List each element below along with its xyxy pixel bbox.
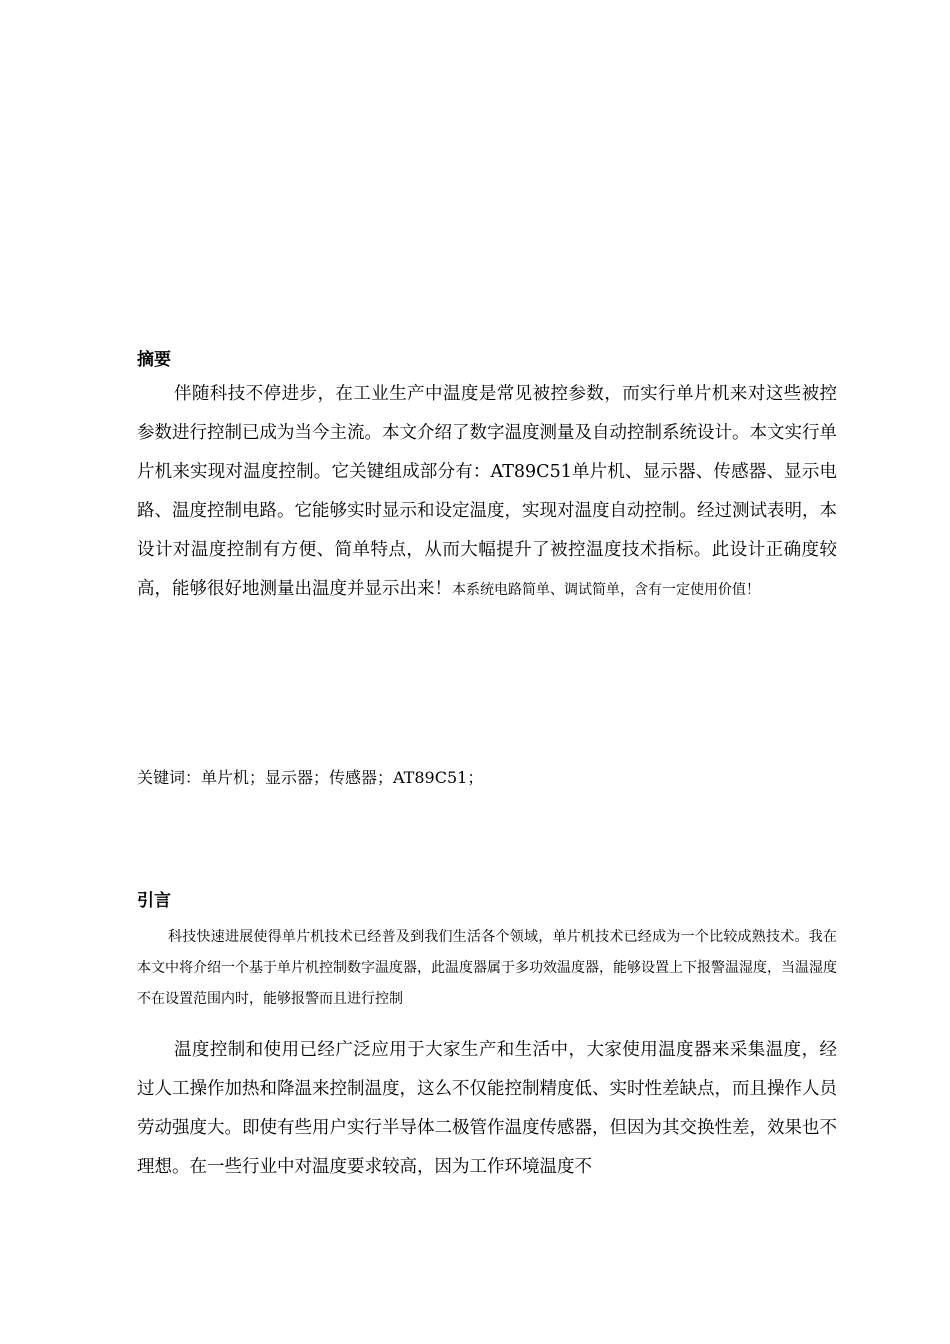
abstract-body-text: 伴随科技不停进步，在工业生产中温度是常见被控参数，而实行单片机来对这些被控参数进行控制已成为当今主流。本文介绍了数字温度测量及自动控制系统设计。本文实行单片机来实现对温度控制。它关键组成部分有：AT89C51单片机、显示器、传感器、显示电路、温度控制电路。它能够实时显示和设定温度，实现对温度自动控制。经过测试表明，本设计对温度控制有方便、简单特点，从而大幅提升了被控温度技术指标。此设计正确度较高，能够很好地测量出温度并显示出来！: [137, 384, 837, 599]
abstract-heading: 摘要: [137, 350, 171, 370]
introduction-heading: 引言: [137, 891, 171, 911]
keywords-line: 关键词：单片机；显示器；传感器；AT89C51；: [137, 768, 484, 787]
introduction-paragraph-2: 温度控制和使用已经广泛应用于大家生产和生活中，大家使用温度器来采集温度，经过人工操作加热和降温来控制温度，这么不仅能控制精度低、实时性差缺点，而且操作人员劳动强度大。即使有些用户实行半导体二极管作温度传感器，但因为其交换性差，效果也不理想。在一些行业中对温度要求较高，因为工作环境温度不: [137, 1040, 837, 1177]
introduction-para1-block: [137, 922, 837, 1015]
abstract-body-block: [137, 375, 837, 610]
introduction-paragraph-1: 科技快速进展使得单片机技术已经普及到我们生活各个领域，单片机技术已经成为一个比较成熟技术。我在本文中将介绍一个基于单片机控制数字温度器，此温度器属于多功效温度器，能够设置上下报警温湿度，当温湿度不在设置范围内时，能够报警而且进行控制: [137, 929, 837, 1007]
abstract-body-tail: 本系统电路简单、调试简单，含有一定使用价值！: [452, 582, 760, 598]
abstract-paragraph: [137, 375, 837, 610]
keywords-section: [137, 766, 837, 790]
abstract-section: [137, 348, 837, 372]
introduction-section: [137, 889, 837, 913]
introduction-para2-block: [137, 1031, 837, 1187]
